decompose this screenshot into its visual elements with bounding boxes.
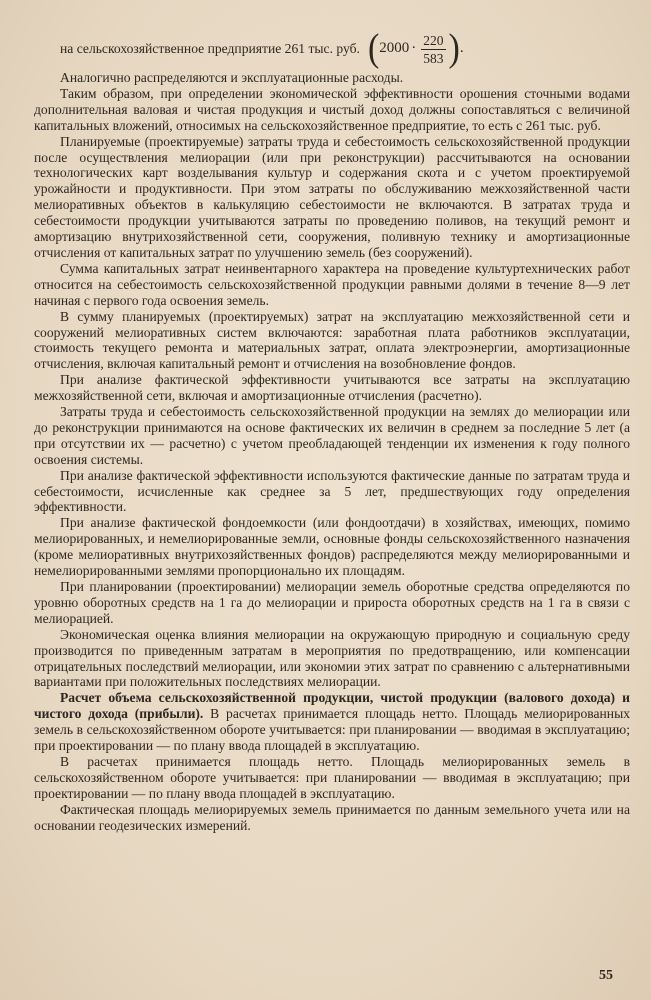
formula-open-paren: ( — [367, 27, 380, 70]
formula-line-text: на сельскохозяйственное предприятие 261 тыс. руб. — [60, 41, 360, 57]
formula-period: . — [459, 40, 464, 57]
formula-close-paren: ) — [448, 27, 460, 70]
paragraph: Затраты труда и себестоимость сельскохозяйственной продукции на землях до мелиорации или до реконструкции принимаются на основе фактических их величин в среднем за последние 5 лет (а при отсутствии их — расчетно) с учетом преобладающей тенденции их изменения к году полного освоения системы. — [34, 404, 630, 467]
fraction-denominator: 583 — [423, 50, 444, 66]
paragraph: В сумму планируемых (проектируемых) затрат на эксплуатацию межхозяйственной сети и сооружений мелиоративных систем включаются: заработная плата работников эксплуатации, стоимость текущего ремонта и материальных затрат, оплата электроэнергии, амортизационные отчисления, включая капитальный ремонт и отчисления на возобновление фондов. — [34, 308, 630, 372]
paragraph: Фактическая площадь мелиорируемых земель принимается по данным земельного учета или на основании геодезических измерений. — [34, 801, 630, 833]
formula-line — [34, 28, 630, 70]
paragraph: При анализе фактической эффективности используются фактические данные по затратам труда и себестоимости, исчисленные как среднее за 5 лет, предшествующих году определения эффективности. — [34, 467, 630, 515]
formula-base: 2000 — [379, 40, 410, 57]
paragraph: Сумма капитальных затрат неинвентарного характера на проведение культуртехнических работ относится на себестоимость сельскохозяйственной продукции равными долями в течение 8—9 лет начиная с первого года освоения земель. — [34, 260, 630, 308]
paragraph: Аналогично распределяются и эксплуатационные расходы. — [60, 70, 404, 85]
section-paragraph — [34, 690, 630, 754]
paragraph: При анализе фактической фондоемкости (или фондоотдачи) в хозяйствах, имеющих, помимо мелиорированных, и немелиорированные земли, основные фонды сельскохозяйственного назначения (кроме мелиоративных внутрихозяйственных фондов) распределяются между мелиорированными и немелиорированными землями пропорционально их площадям. — [34, 515, 630, 579]
paragraph: При планировании (проектировании) мелиорации земель оборотные средства определяются по уровню оборотных средств на 1 га до мелиорации и прироста оборотных средств на 1 га в связи с мелиорацией. — [34, 579, 630, 626]
text-column — [34, 28, 630, 834]
paragraph: В расчетах принимается площадь нетто. Площадь мелиорированных земель в сельскохозяйственном обороте учитывается: при планировании — вводимая в эксплуатацию; при проектировании — по плану ввода площадей в эксплуатацию. — [34, 753, 630, 801]
page-number: 55 — [599, 968, 613, 983]
paragraph: Планируемые (проектируемые) затраты труда и себестоимость сельскохозяйственной продукции после осуществления мелиорации (или при реконструкции) рассчитываются на основании технологических карт возделывания культур и содержания скота и с учетом проектируемой урожайности и продуктивности. При этом затраты по обслуживанию межхозяйственной части мелиоративных объектов в калькуляцию себестоимости не включаются. В затратах труда и себестоимости продукции учитываются затраты по проведению поливов, на текущий ремонт и амортизацию внутрихозяйственной сети, сооружения, поливную технику и амортизационные отчисления от капитальных затрат по улучшению земель (без сооружений). — [34, 133, 630, 260]
formula-fraction — [421, 33, 445, 66]
section-heading: Расчет объема сельскохозяйственной продукции, чистой продукции (валового дохода) и чистого дохода (прибыли). — [34, 690, 630, 722]
paragraph: При анализе фактической эффективности учитываются все затраты на эксплуатацию межхозяйственной сети, включая и амортизационные отчисления (расчетно). — [34, 372, 630, 404]
formula — [367, 27, 464, 70]
formula-multiply: · — [411, 40, 417, 57]
paragraph: Экономическая оценка влияния мелиорации на окружающую природную и социальную среду производится по приведенным затратам в мероприятия по предотвращению, или компенсации отрицательных последствий мелиорации, или экономии этих затрат по сравнению с альтернативными вариантами при положительных последствиях мелиорации. — [34, 626, 630, 690]
paragraph: Таким образом, при определении экономической эффективности орошения сточными водами дополнительная валовая и чистая продукция и чистый доход должны сопоставляться с величиной капитальных вложений, относимых на сельскохозяйственное предприятие, то есть с 261 тыс. руб. — [34, 85, 630, 133]
fraction-numerator: 220 — [423, 32, 444, 48]
section-paragraph-text: В расчетах принимается площадь нетто. Площадь мелиорированных земель в сельскохозяйственном обороте учитывается: при планировании — вводимая в эксплуатацию; при проектировании — по плану ввода площадей в эксплуатацию. — [34, 706, 630, 754]
